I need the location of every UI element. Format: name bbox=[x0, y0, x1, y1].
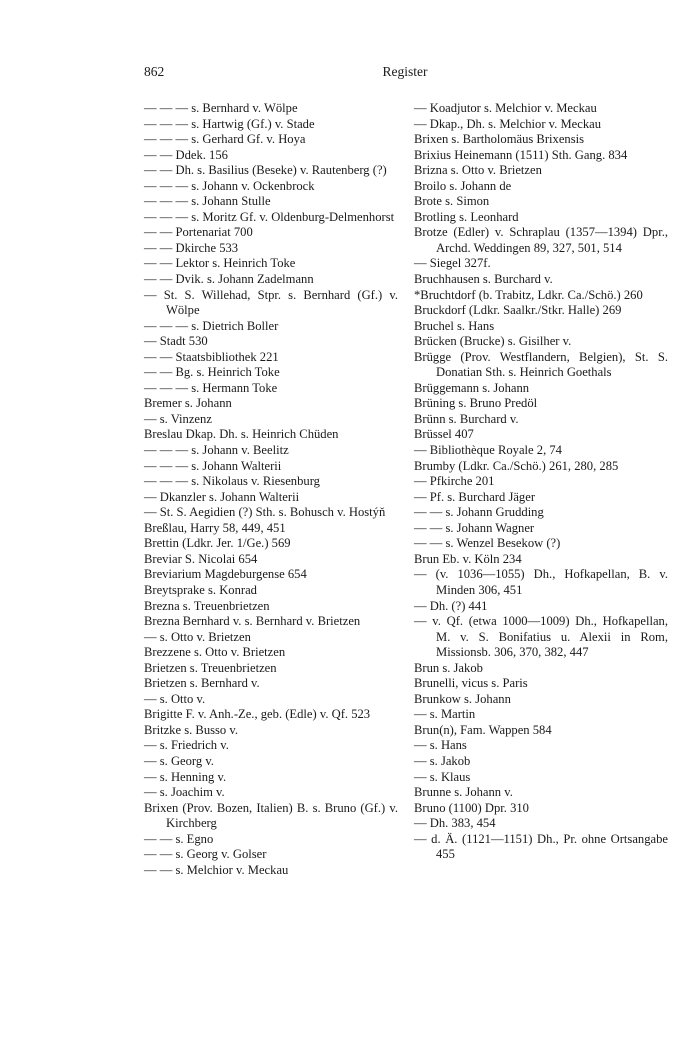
index-entry: Breslau Dkap. Dh. s. Heinrich Chüden bbox=[144, 427, 339, 442]
index-entry: Brezzene s. Otto v. Brietzen bbox=[144, 645, 286, 660]
index-entry: — — Dh. s. Basilius (Beseke) v. Rautenberg (?) bbox=[144, 163, 387, 178]
index-entry: — — — s. Nikolaus v. Riesenburg bbox=[144, 474, 320, 489]
index-entry: — — — s. Johann v. Ockenbrock bbox=[144, 178, 315, 193]
index-entry: — s. Joachim v. bbox=[144, 785, 225, 800]
index-entry: — — — s. Hermann Toke bbox=[144, 380, 278, 395]
index-entry: — Dh. 383, 454 bbox=[414, 816, 496, 831]
index-entry: — Siegel 327f. bbox=[414, 256, 491, 271]
index-entry: Brünn s. Burchard v. bbox=[414, 411, 519, 426]
index-entry: — — — s. Dietrich Boller bbox=[144, 318, 279, 333]
index-entry: — s. Martin bbox=[414, 707, 476, 722]
index-entry: — s. Vinzenz bbox=[144, 411, 212, 426]
index-entry: Brettin (Ldkr. Jer. 1/Ge.) 569 bbox=[144, 536, 291, 551]
index-entry: — — — s. Moritz Gf. v. Oldenburg-Delmenhorst bbox=[144, 209, 395, 224]
index-entry: Brigitte F. v. Anh.-Ze., geb. (Edle) v. Qf. 523 bbox=[144, 707, 371, 722]
index-entry: — — — s. Gerhard Gf. v. Hoya bbox=[144, 132, 306, 147]
index-entry: — — Dvik. s. Johann Zadelmann bbox=[144, 272, 314, 287]
index-entry: — Dh. (?) 441 bbox=[414, 598, 488, 613]
index-entry: — — Lektor s. Heinrich Toke bbox=[144, 256, 296, 271]
index-entry: Brietzen s. Bernhard v. bbox=[144, 676, 260, 691]
index-entry: — — s. Johann Grudding bbox=[414, 505, 544, 520]
index-entry: — — Portenariat 700 bbox=[144, 225, 253, 240]
index-entry: — — — s. Johann v. Beelitz bbox=[144, 443, 289, 458]
index-entry: — — s. Melchior v. Meckau bbox=[144, 862, 289, 877]
index-entry: Brüssel 407 bbox=[414, 427, 474, 442]
index-entry: Bruchel s. Hans bbox=[414, 318, 495, 333]
index-entry: — — Bg. s. Heinrich Toke bbox=[144, 365, 280, 380]
index-entry: Brixius Heinemann (1511) Sth. Gang. 834 bbox=[414, 147, 628, 162]
index-entry: — — Ddek. 156 bbox=[144, 147, 228, 162]
index-entry: Breytsprake s. Konrad bbox=[144, 582, 257, 597]
index-entry: — Stadt 530 bbox=[144, 334, 208, 349]
index-entry: — s. Friedrich v. bbox=[144, 738, 229, 753]
index-entry: — — s. Georg v. Golser bbox=[144, 847, 267, 862]
index-entry: — Bibliothèque Royale 2, 74 bbox=[414, 443, 562, 458]
index-entry: — Dkap., Dh. s. Melchior v. Meckau bbox=[414, 116, 601, 131]
index-entry: Brote s. Simon bbox=[414, 194, 490, 209]
index-entry: Breßlau, Harry 58, 449, 451 bbox=[144, 520, 286, 535]
index-entry: Broilo s. Johann de bbox=[414, 178, 512, 193]
index-entry: — s. Otto v. Brietzen bbox=[144, 629, 251, 644]
index-entry: — s. Otto v. bbox=[144, 691, 206, 706]
index-entry: Brüggemann s. Johann bbox=[414, 380, 530, 395]
index-entry: Bruckdorf (Ldkr. Saalkr./Stkr. Halle) 269 bbox=[414, 303, 622, 318]
index-entry: — St. S. Aegidien (?) Sth. s. Bohusch v. Hostýň bbox=[144, 505, 386, 520]
left-column bbox=[144, 101, 398, 878]
index-entry: — s. Hans bbox=[414, 738, 467, 753]
index-entry: Brietzen s. Treuenbrietzen bbox=[144, 660, 277, 675]
index-entry: — Pf. s. Burchard Jäger bbox=[414, 489, 536, 504]
index-entry: Brumby (Ldkr. Ca./Schö.) 261, 280, 285 bbox=[414, 458, 619, 473]
index-entry: — s. Georg v. bbox=[144, 753, 214, 768]
index-entry: *Bruchtdorf (b. Trabitz, Ldkr. Ca./Schö.) 260 bbox=[414, 287, 643, 302]
index-entry: Brezna Bernhard v. s. Bernhard v. Brietzen bbox=[144, 614, 361, 629]
index-entry: Brücken (Brucke) s. Gisilher v. bbox=[414, 334, 572, 349]
index-entry: Brun Eb. v. Köln 234 bbox=[414, 551, 522, 566]
index-entry: — Dkanzler s. Johann Walterii bbox=[144, 489, 300, 504]
page-number: 862 bbox=[144, 64, 165, 79]
index-entry: — St. S. Willehad, Stpr. s. Bernhard (Gf.) v. Wölpe bbox=[144, 287, 398, 318]
index-entry: — — — s. Johann Stulle bbox=[144, 194, 271, 209]
index-entry: — s. Henning v. bbox=[144, 769, 227, 784]
index-entry: Breviar S. Nicolai 654 bbox=[144, 551, 258, 566]
index-entry: Brunelli, vicus s. Paris bbox=[414, 676, 528, 691]
index-entry: — — Dkirche 533 bbox=[144, 240, 239, 255]
index-entry: Bruno (1100) Dpr. 310 bbox=[414, 800, 529, 815]
index-entry: Brun(n), Fam. Wappen 584 bbox=[414, 722, 552, 737]
running-title: Register bbox=[382, 64, 428, 79]
index-entry: — s. Jakob bbox=[414, 753, 471, 768]
index-entry: Brüning s. Bruno Predöl bbox=[414, 396, 538, 411]
index-entry: — — Staatsbibliothek 221 bbox=[144, 349, 279, 364]
index-entry: Brunne s. Johann v. bbox=[414, 785, 513, 800]
index-entry: Brunkow s. Johann bbox=[414, 691, 511, 706]
page-header bbox=[144, 64, 666, 82]
index-entry: — — — s. Bernhard v. Wölpe bbox=[144, 101, 298, 115]
index-entry: — (v. 1036—1055) Dh., Hofkapellan, B. v. Minden 306, 451 bbox=[414, 567, 668, 597]
index-entry: Brotze (Edler) v. Schraplau (1357—1394) Dpr., Archd. Weddingen 89, 327, 501, 514 bbox=[414, 225, 668, 255]
index-entry: — Koadjutor s. Melchior v. Meckau bbox=[414, 101, 597, 115]
index-entry: Bremer s. Johann bbox=[144, 396, 232, 411]
index-entry: Brun s. Jakob bbox=[414, 660, 483, 675]
index-entry: — — — s. Hartwig (Gf.) v. Stade bbox=[144, 116, 315, 131]
index-entry: — — s. Wenzel Besekow (?) bbox=[414, 536, 561, 551]
index-entry: Brizna s. Otto v. Brietzen bbox=[414, 163, 542, 178]
index-entry: — Pfkirche 201 bbox=[414, 474, 495, 489]
index-entry: — s. Klaus bbox=[414, 769, 471, 784]
index-entry: Bruchhausen s. Burchard v. bbox=[414, 272, 553, 287]
index-entry: Brügge (Prov. Westflandern, Belgien), St. S. Donatian Sth. s. Heinrich Goethals bbox=[414, 349, 668, 380]
index-entry: Britzke s. Busso v. bbox=[144, 722, 238, 737]
index-entry: Brotling s. Leonhard bbox=[414, 209, 519, 224]
index-entry: Brixen s. Bartholomäus Brixensis bbox=[414, 132, 585, 147]
index-entry: — d. Ä. (1121—1151) Dh., Pr. ohne Ortsangabe 455 bbox=[414, 831, 668, 862]
index-entry: Brixen (Prov. Bozen, Italien) B. s. Bruno (Gf.) v. Kirchberg bbox=[144, 800, 398, 831]
index-entry: Brezna s. Treuenbrietzen bbox=[144, 598, 270, 613]
index-entry: — — s. Johann Wagner bbox=[414, 520, 535, 535]
right-column bbox=[414, 101, 668, 863]
index-entry: — — — s. Johann Walterii bbox=[144, 458, 282, 473]
index-entry: Breviarium Magdeburgense 654 bbox=[144, 567, 307, 582]
index-entry: — — s. Egno bbox=[144, 831, 214, 846]
index-entry: — v. Qf. (etwa 1000—1009) Dh., Hofkapellan, M. v. S. Bonifatius u. Alexii in Rom, Missionsb. 306, 370, 382, 447 bbox=[414, 614, 668, 660]
